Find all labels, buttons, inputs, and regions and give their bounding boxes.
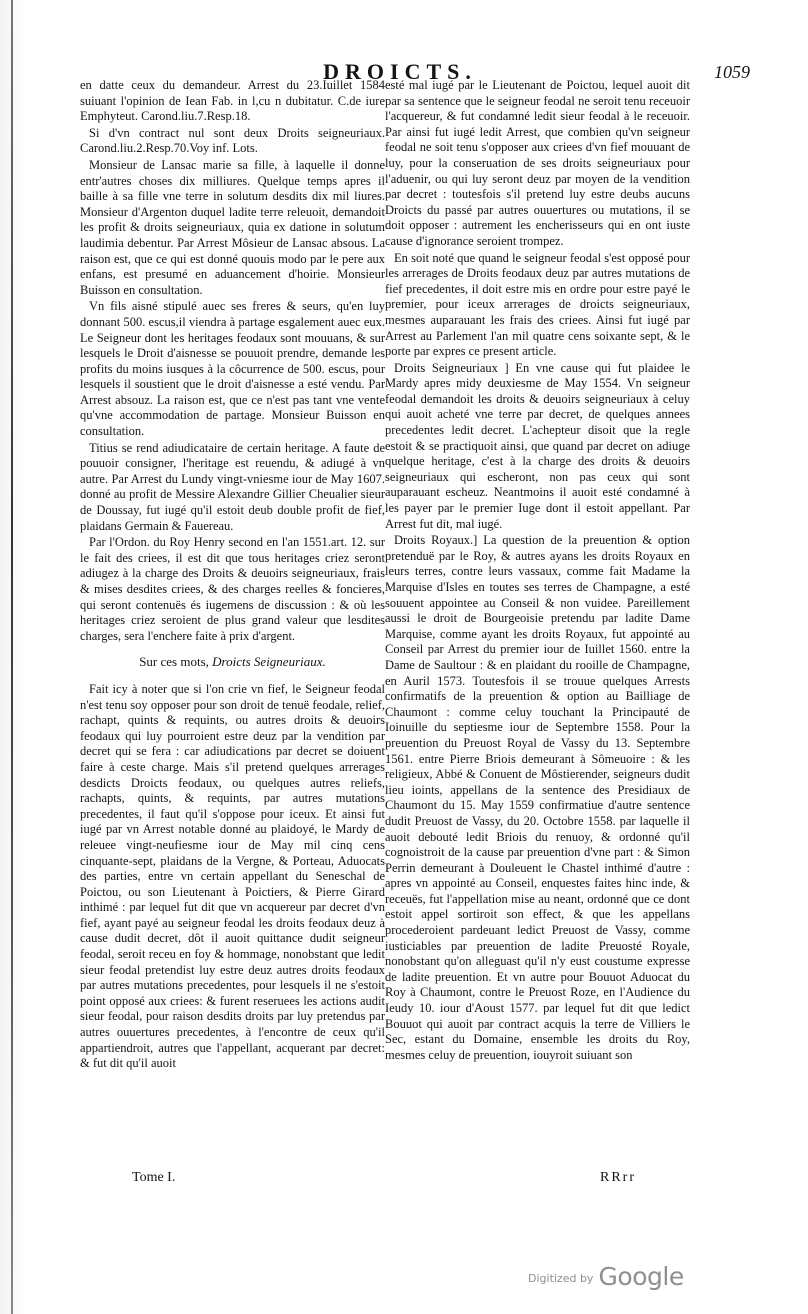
page-number: 1059	[714, 62, 750, 82]
right-paragraph-4: Droits Royaux.] La question de la preuention & option pretenduë par le Roy, & autres ayans les droits Royaux en leurs terres, contre leurs vassaux, comme fait Madame la Marquise d'Isles en toutes ses terres de Champagne, a esté souuent appointee au Conseil & non vuidee. Pareillement aussi le droit de Bourgeoisie pretendu par ladite Dame Marquise, comme ayant les droits Royaux, fut appointé au Conseil par Arrest du premier iour de Iuillet 1560. entre la Dame de Saultour : & en plaidant du rooille de Champagne, en Auril 1573. Toutesfois il se trouue quelques Arrests confirmatifs de la preuention & option au Bailliage de Chaumont : comme celuy touchant la Principauté de Ioinuille du septiesme iour de Septembre 1558. Pour la preuention du Preuost Royal de Vassy du 13. Septembre 1561. entre Pierre Briois demeurant à Sômeuoire : & les religieux, Abbé & Conuent de Môstierender, seigneurs dudit lieu ioints, appellans de la sentence des Presidiaux de Chaumont du 15. May 1559 confirmatiue d'autre sentence dudit Preuost de Vassy, du 20. Octobre 1558. par laquelle il auoit debouté ledit Briois du renuoy, & ordonné qu'il cognoistroit de la cause par preuention d'vne part : & Simon Perrin demeurant à Douleuent le Chastel inthimé d'autre : apres vn appointé au Conseil, enquestes faites hinc inde, & receuës, fut l'appellation mise au neant, ordonné que ce dont estoit appel sortiroit son effect, & que les appellans procederoient pardeuant ledict Preuost de Vassy, comme iusticiables par preuention de ladite Preuosté Royale, nonobstant qu'on alleguast qu'il n'y eust coustume expresse de ladite preuention. Et vn autre pour Bouuot Aduocat du Roy à Chaumont, contre le Preuost Roze, en l'Audience du Ieudy 10. iour d'Aoust 1577. par lequel fut dit que ledict Bouuot qui auoit par contract acquis la terre de Villiers le Sec, estant du Domaine, ensemble les droits du Roy, mesmes celuy de preuention, iouyroit suiuant son	[385, 533, 690, 1062]
left-column	[80, 78, 385, 1073]
section-paragraph: Fait icy à noter que si l'on crie vn fief, le Seigneur feodal n'est tenu soy opposer pour son droit de tenuë feodale, relief, rachapt, quints & requints, ou autres droits & deuoirs feodaux qui luy pourroient estre deuz par la vendition par decret qui se fera : car adiudications par decret se doiuent faire à ceste charge. Mais s'il pretend quelques arrerages desdicts Droicts feodaux, ou quelques autres reliefs, rachapts, quints, & requints, par autres mutations precedentes, il faut qu'il s'oppose pour iceux. Et ainsi fut iugé par vn Arrest notable donné au plaidoyé, le Mardy de releuee vingt-neufiesme iour de May mil cinq cens cinquante-sept, plaidans de la Vergne, & Porteau, Aduocats des parties, entre vn certain appellant du Seneschal de Poictou, ou son Lieutenant à Poictiers, & Pierre Girard inthimé : par lequel fut dit que vn acquereur par decret d'vn fief, ayant payé au seigneur feodal les droits feodaux deuz à cause dudit decret, dôt il auoit quittance dudit seigneur feodal, seroit receu en foy & hommage, nonobstant que ledit sieur feodal pretendist luy estre deuz autres droits feodaux par autres mutations precedentes, pour lesquels il ne s'estoit point opposé aux criees: & furent reseruees les actions audit sieur feodal, pour raison desdits droits par luy pretendus par autres ouuertures precedentes, à l'encontre de ceux qu'il appartiendroit, autres que l'appellant, acquerant par decret: & fut dit qu'il auoit	[80, 681, 385, 1071]
watermark-prefix: Digitized by	[528, 1272, 594, 1285]
volume-label: Tome I.	[132, 1170, 176, 1185]
left-paragraph-1: en datte ceux du demandeur. Arrest du 23.Iuillet 1584 suiuant l'opinion de Iean Fab. in l,cu n dubitatur. C.de iure Emphyteut. Carond.liu.7.Resp.18.	[80, 78, 385, 124]
right-paragraph-3: Droits Seigneuriaux ] En vne cause qui fut plaidee le Mardy apres midy deuxiesme de May 1554. Vn seigneur feodal demandoit les droits & deuoirs seigneuriaux à celuy qui auoit acheté vne terre par decret, de quelques annees precedentes ledit decret. L'achepteur disoit que la regle estoit & se practiquoit ainsi, que quand par decret on adiuge quelque heritage, c'est à la charge des droits & deuoirs seigneuriaux qui escheront, non pas ceux qui sont auparauant escheuz. Neantmoins il auoit esté condamné à les payer par le premier Iuge dont il estoit appellant. Par Arrest fut dit, mal iugé.	[385, 360, 690, 531]
signature-mark: RRrr	[600, 1170, 636, 1185]
left-paragraph-3: Monsieur de Lansac marie sa fille, à laquelle il donne entr'autres choses dix milliures. Quelque temps apres il baille à sa fille vne terre in solutum desdits dix mil liures. Monsieur d'Argenton duquel ladite terre releuoit, demandoit les profit & droits seigneuriaux, quia ex datione in solutum laudimia debentur. Par Arrest Môsieur de Lansac absous. La raison est, que ce qui est donné quouis modo par le pere aux enfans, est presumé en aduancement d'hoirie. Monsieur Buisson en consultation.	[80, 157, 385, 297]
left-paragraph-6: Par l'Ordon. du Roy Henry second en l'an 1551.art. 12. sur le fait des criees, il est dit que tous heritages criez seront adiugez à la charge des Droits & deuoirs seigneuriaux, frais & mises desdites criees, & des charges reelles & foncieres, qui seront contenuës és iugemens de discussion : & où les heritages criez seroient de plus grand valeur que lesdites charges, sera l'enchere faite à prix d'argent.	[80, 535, 385, 643]
right-paragraph-2: En soit noté que quand le seigneur feodal s'est opposé pour les arrerages de Droits feodaux deuz par autres mutations de fief precedentes, il doit estre mis en ordre pour estre payé le premier, pour iceux arrerages de droicts seigneuriaux, mesmes auparauant les frais des criees. Ainsi fut iugé par Arrest au Parlement l'an mil quatre cens soixante sept, & le porte par expres ce present article.	[385, 250, 690, 359]
section-heading-prefix: Sur ces mots,	[139, 654, 213, 670]
right-paragraph-1: esté mal iugé par le Lieutenant de Poictou, lequel auoit dit par sa sentence que le seigneur feodal ne seroit tenu receuoir l'acquereur, & fut condamné ledit sieur feodal à le receuoir. Par ainsi fut iugé ledit Arrest, que combien qu'vn seigneur feodal ne soit tenu s'opposer aux criees d'vn fief mouuant de luy, pour la conseruation de ses droits seigneuriaux pour l'aduenir, ou qui luy seront deuz par moyen de la vendition par decret : toutesfois s'il pretend luy estre deubs aucuns Droicts du passé par autres ouuertures ou mutations, il se doit opposer : autrement les encherisseurs qui en ont iuste cause d'ignorance seroient trompez.	[385, 78, 690, 248]
left-paragraph-4: Vn fils aisné stipulé auec ses freres & seurs, qu'en luy donnant 500. escus,il viendra à partage esgalement auec eux. Le Seigneur dont les heritages feodaux sont mouuans, & sur lesquels le Droit d'aisnesse se pouuoit prendre, demande les profits du moins iusques à la côcurrence de 500. escus, pour lesquels il soustient que le droit d'aisnesse a esté vendu. Par Arrest absouz. La raison est, que ce n'est pas tant vne vente qu'vne accommodation de partage. Monsieur Buisson en consultation.	[80, 299, 385, 439]
left-paragraph-2: Si d'vn contract nul sont deux Droits seigneuriaux. Carond.liu.2.Resp.70.Voy inf. Lots.	[80, 125, 385, 156]
watermark-brand-logo: Google	[598, 1262, 684, 1291]
section-heading-italic: Droicts Seigneuriaux.	[212, 654, 326, 670]
book-spine-gutter	[0, 0, 26, 1314]
running-title: DROICTS.	[323, 59, 477, 84]
left-paragraph-5: Titius se rend adiudicataire de certain heritage. A faute de pouuoir consigner, l'heritage est reuendu, & adiugé à vn autre. Par Arrest du Lundy vingt-vniesme iour de May 1607. donné au profit de Messire Alexandre Gillier Cheualier sieur de Doussay, fut iugé qu'il estoit deub double profit de fief, plaidans Germain & Fauereau.	[80, 440, 385, 533]
right-column	[385, 78, 690, 1064]
section-heading	[80, 654, 385, 670]
digitized-watermark	[528, 1262, 708, 1296]
